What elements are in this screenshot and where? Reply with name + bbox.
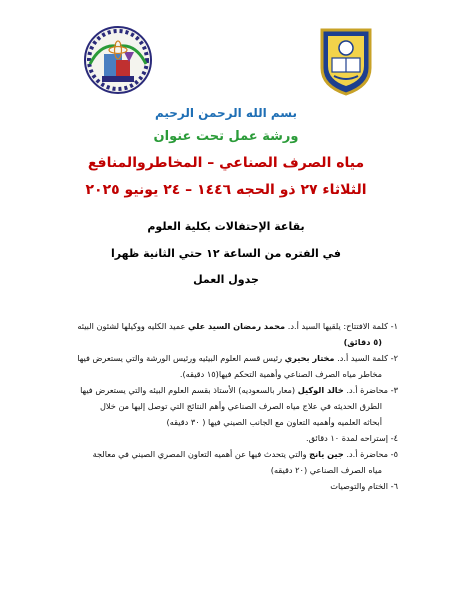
agenda-item-6 (58, 478, 398, 494)
agenda-item-continuation: الطرق الحديثه في علاج مياه الصرف الصناعي وأهم النتائج التي توصل إليها من خلال (99, 401, 382, 411)
agenda-item-text: ٥- محاضرة أ.د. (343, 449, 398, 459)
speaker-name: محمد رمضان السيد علي (187, 321, 286, 331)
workshop-date: الثلاثاء ٢٧ ذو الحجه ١٤٤٦ – ٢٤ يونيو ٢٠٢٥ (85, 182, 367, 198)
speaker-name: مختار بحيري (284, 353, 335, 363)
agenda-item-text: ٢- كلمة السيد أ.د. (334, 353, 398, 363)
workshop-time-period: في الفتره من الساعة ١٢ حتي الثانية ظهرا (111, 247, 341, 260)
agenda-item-3 (58, 382, 398, 430)
agenda-item-text: (معار بالسعوديه) الأستاذ بقسم العلوم البيئه والتي يستعرض فيها (80, 385, 298, 395)
university-crest-icon (318, 24, 374, 96)
agenda-item-text: عميد الكليه ووكيلها لشئون البيئه (77, 321, 188, 331)
faculty-logo-icon (80, 24, 156, 96)
speaker-name: جين يانج (309, 449, 344, 459)
agenda-item-continuation: مياه الصرف الصناعي (٢٠ دقيقه) (270, 465, 382, 475)
agenda-title: جدول العمل (193, 273, 259, 286)
agenda-item-text: ٦- الختام والتوصيات (330, 481, 398, 491)
basmala-line: بسم الله الرحمن الرحيم (154, 106, 298, 120)
agenda-item-1 (58, 318, 398, 350)
agenda-list (58, 318, 398, 494)
agenda-item-5 (58, 446, 398, 478)
workshop-label: ورشة عمل تحت عنوان (153, 129, 299, 144)
agenda-item-continuation: أبحاثه العلميه وأهميه التعاون مع الجانب الصيني فيها ( ٣٠ دقيقه) (166, 417, 382, 427)
workshop-topic: مياه الصرف الصناعي – المخاطروالمنافع (87, 155, 365, 171)
agenda-item-text: والتي يتحدث فيها عن أهميه التعاون المصري الصيني في معالجة (92, 449, 310, 459)
agenda-item-2 (58, 350, 398, 382)
agenda-item-text: ١- كلمة الافتتاح: يلقيها السيد أ.د. (285, 321, 398, 331)
agenda-item-text: ٤- إستراحه لمدة ١٠ دقائق. (305, 433, 398, 443)
agenda-item-continuation: مخاطر مياه الصرف الصناعي وأهمية التحكم فيها(١٥ دقيقه). (179, 369, 382, 379)
agenda-item-duration: (٥ دقائق) (343, 337, 382, 347)
agenda-item-text: ٣- محاضرة أ.د. (343, 385, 398, 395)
speaker-name: خالد الوكيل (297, 385, 344, 395)
workshop-venue: بقاعة الإحتفالات بكلية العلوم (147, 220, 305, 233)
agenda-item-text: رئيس قسم العلوم البيئيه ورئيس الورشة والتي يستعرض فيها (77, 353, 285, 363)
agenda-item-4 (58, 430, 398, 446)
